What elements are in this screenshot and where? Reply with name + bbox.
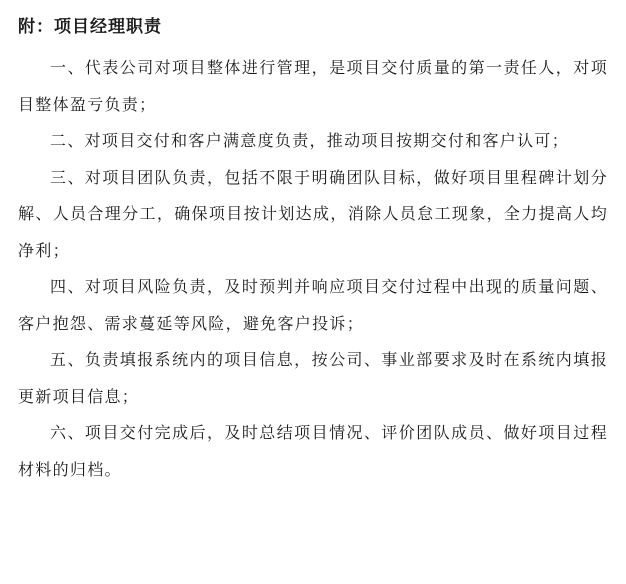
duty-item-1: 一、代表公司对项目整体进行管理，是项目交付质量的第一责任人，对项目整体盈亏负责； [18,58,608,114]
document-title: 附：项目经理职责 [18,17,162,37]
duty-list [18,50,608,488]
duty-item-6: 六、项目交付完成后，及时总结项目情况、评价团队成员、做好项目过程材料的归档。 [18,423,608,479]
duty-item-5: 五、负责填报系统内的项目信息，按公司、事业部要求及时在系统内填报更新项目信息； [18,350,608,406]
duty-item-4: 四、对项目风险负责，及时预判并响应项目交付过程中出现的质量问题、客户抱怨、需求蔓延等风险，避免客户投诉； [18,277,608,333]
duty-item-2: 二、对项目交付和客户满意度负责，推动项目按期交付和客户认可； [50,131,570,150]
duty-item-3: 三、对项目团队负责，包括不限于明确团队目标，做好项目里程碑计划分解、人员合理分工，确保项目按计划达成，消除人员怠工现象，全力提高人均净利； [18,167,608,260]
